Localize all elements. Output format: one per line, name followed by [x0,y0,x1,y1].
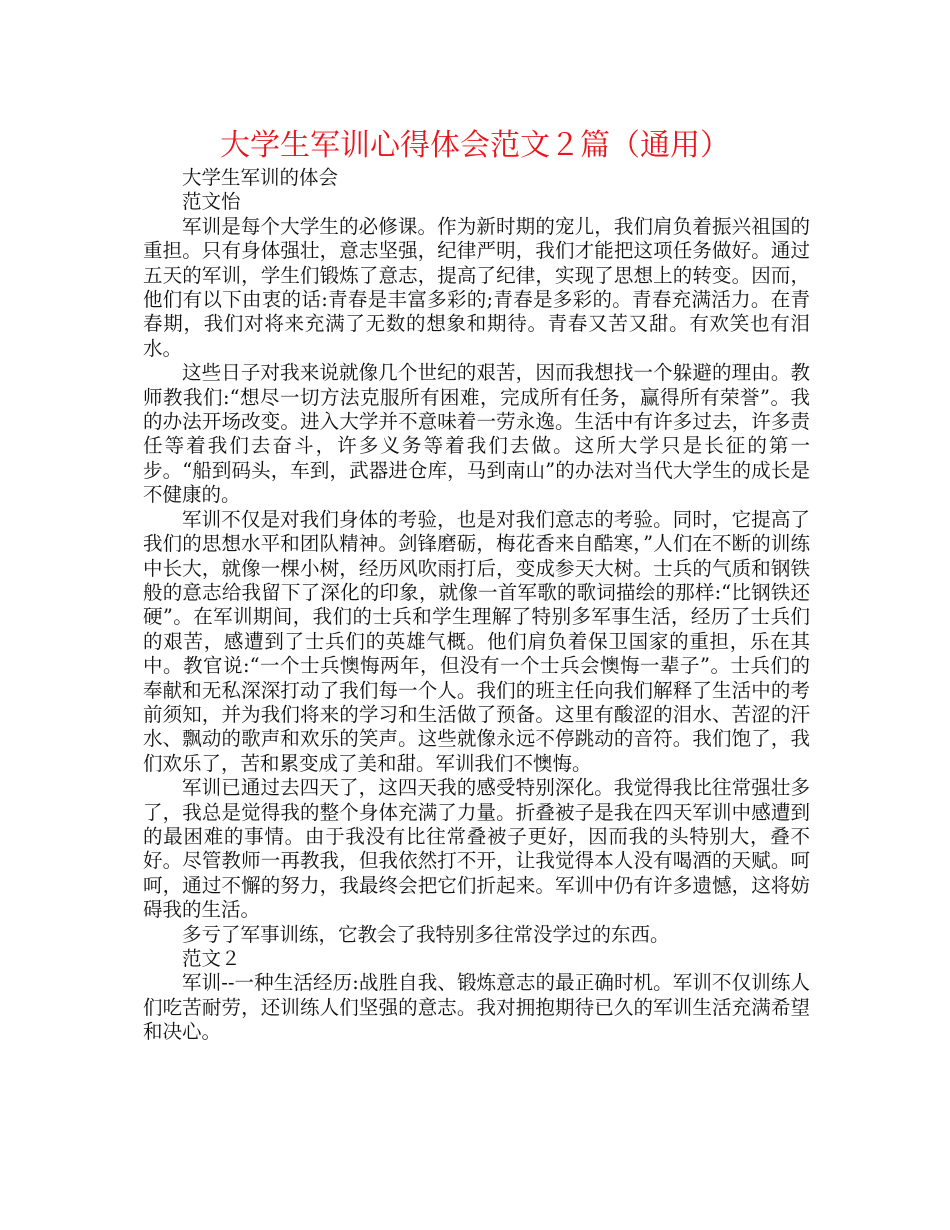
body-paragraph: 军训--一种生活经历:战胜自我、锻炼意志的最正确时机。军训不仅训练人们吃苦耐劳，还训练人们坚强的意志。我对拥抱期待已久的军训生活充满希望和决心。 [143,971,810,1044]
body-paragraph: 军训已通过去四天了，这四天我的感受特别深化。我觉得我比往常强壮多了，我总是觉得我的整个身体充满了力量。折叠被子是我在四天军训中感遭到的最困难的事情。由于我没有比往常叠被子更好，因而我的头特别大，叠不好。尽管教师一再教我，但我依然打不开，让我觉得本人没有喝酒的天赋。呵呵，通过不懈的努力，我最终会把它们折起来。军训中仍有许多遗憾，这将妨碍我的生活。 [143,776,810,922]
body-paragraph: 这些日子对我来说就像几个世纪的艰苦，因而我想找一个躲避的理由。教师教我们:“想尽一切方法克服所有困难，完成所有任务，赢得所有荣誉”。我的办法开场改变。进入大学并不意味着一劳永逸。生活中有许多过去，许多责任等着我们去奋斗，许多义务等着我们去做。这所大学只是长征的第一步。“船到码头，车到，武器进仓库，马到南山”的办法对当代大学生的成长是不健康的。 [143,361,810,507]
body-paragraph: 多亏了军事训练，它教会了我特别多往常没学过的东西。 [182,922,670,946]
sample-label: 范文怡 [182,190,241,214]
body-paragraph: 军训是每个大学生的必修课。作为新时期的宠儿，我们肩负着振兴祖国的重担。只有身体强壮，意志坚强，纪律严明，我们才能把这项任务做好。通过五天的军训，学生们锻炼了意志，提高了纪律，实现了思想上的转变。因而，他们有以下由衷的话:青春是丰富多彩的;青春是多彩的。青春充满活力。在青春期，我们对将来充满了无数的想象和期待。青春又苦又甜。有欢笑也有泪水。 [143,214,810,360]
document-body [143,166,810,1045]
body-paragraph: 军训不仅是对我们身体的考验，也是对我们意志的考验。同时，它提高了我们的思想水平和团队精神。剑锋磨砺，梅花香来自酷寒，”人们在不断的训练中长大，就像一棵小树，经历风吹雨打后，变成参天大树。士兵的气质和钢铁般的意志给我留下了深化的印象，就像一首军歌的歌词描绘的那样:“比钢铁还硬”。在军训期间，我们的士兵和学生理解了特别多军事生活，经历了士兵们的艰苦，感遭到了士兵们的英雄气概。他们肩负着保卫国家的重担，乐在其中。教官说:“一个士兵懊悔两年，但没有一个士兵会懊悔一辈子”。士兵们的奉献和无私深深打动了我们每一个人。我们的班主任向我们解释了生活中的考前须知，并为我们将来的学习和生活做了预备。这里有酸涩的泪水、苦涩的汗水、飘动的歌声和欢乐的笑声。这些就像永远不停跳动的音符。我们饱了，我们欢乐了，苦和累变成了美和甜。军训我们不懊悔。 [143,507,810,775]
sample-label: 范文２ [182,947,241,970]
document-title: 大学生军训心得体会范文２篇（通用） [220,128,730,163]
section-heading: 大学生军训的体会 [182,166,339,189]
